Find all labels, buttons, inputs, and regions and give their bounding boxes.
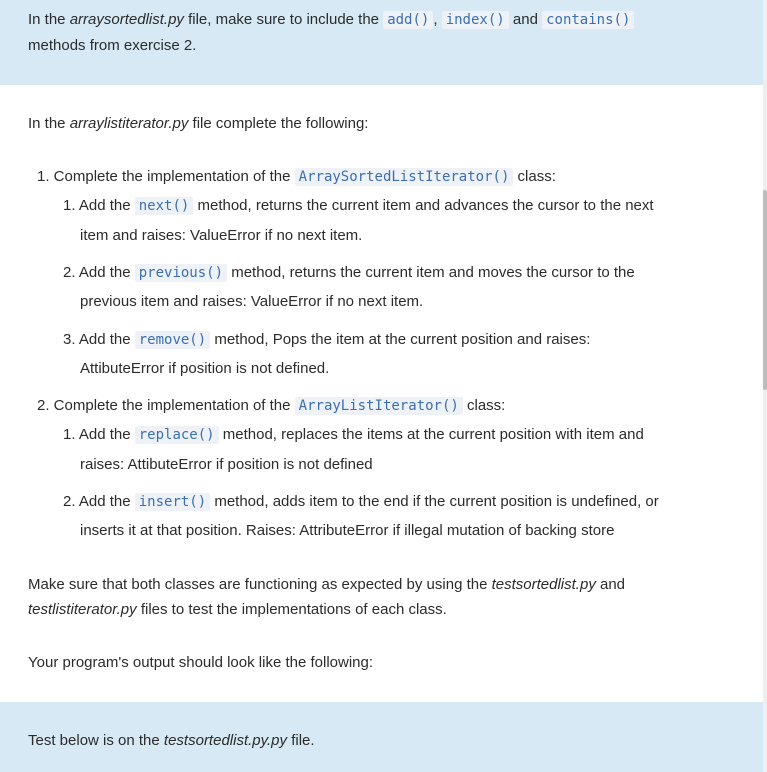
testing-line-1: Make sure that both classes are functioning as expected by using the testsortedlist.py and [28,576,626,593]
code-remove: remove() [135,331,210,349]
task-1-2-line-1: 2. Add the previous() method, returns the current item and moves the cursor to the [63,264,635,281]
bottom-note: Test below is on the testsortedlist.py.py file. [28,732,315,749]
code-next: next() [135,197,194,215]
scrollbar-thumb[interactable] [763,190,767,390]
code-replace: replace() [135,426,219,444]
code-arraysortedlistiterator: ArraySortedListIterator() [295,168,514,186]
task-2-2-line-2: inserts it at that position. Raises: AttributeError if illegal mutation of backing store [80,522,615,539]
output-note: Your program's output should look like the following: [28,654,374,671]
task-1-1-line-1: 1. Add the next() method, returns the current item and advances the cursor to the next [63,197,654,214]
task-1-heading: 1. Complete the implementation of the ArraySortedListIterator() class: [37,168,556,185]
filename-arraylistiterator: arraylistiterator.py [69,115,189,132]
task-1-3-line-2: AttibuteError if position is not defined. [80,360,330,377]
code-contains: contains() [542,11,634,29]
code-index: index() [442,11,509,29]
code-arraylistiterator: ArrayListIterator() [295,397,463,415]
filename-testsortedlist-py-py: testsortedlist.py.py [163,732,288,749]
top-note-line-2: methods from exercise 2. [28,37,197,54]
top-note-line-1: In the arraysortedlist.py file, make sure to include the add() , index() and contains() [28,10,634,30]
intro-line: In the arraylistiterator.py file complete the following: [28,115,369,132]
task-2-1-line-2: raises: AttibuteError if position is not defined [80,456,373,473]
task-2-1-line-1: 1. Add the replace() method, replaces the items at the current position with item and [63,426,644,443]
task-2-2-line-1: 2. Add the insert() method, adds item to the end if the current position is undefined, or [63,493,659,510]
filename-testlistiterator: testlistiterator.py [28,601,137,618]
code-add: add() [383,11,433,29]
task-1-1-line-2: item and raises: ValueError if no next item. [80,227,363,244]
task-1-3-line-1: 3. Add the remove() method, Pops the item at the current position and raises: [63,331,591,348]
filename-arraysortedlist: arraysortedlist.py [69,11,184,28]
task-2-heading: 2. Complete the implementation of the ArrayListIterator() class: [37,397,506,414]
code-previous: previous() [135,264,227,282]
filename-testsortedlist: testsortedlist.py [491,576,596,593]
testing-line-2: testlistiterator.py files to test the implementations of each class. [28,601,447,618]
code-insert: insert() [135,493,210,511]
task-1-2-line-2: previous item and raises: ValueError if no next item. [80,293,424,310]
